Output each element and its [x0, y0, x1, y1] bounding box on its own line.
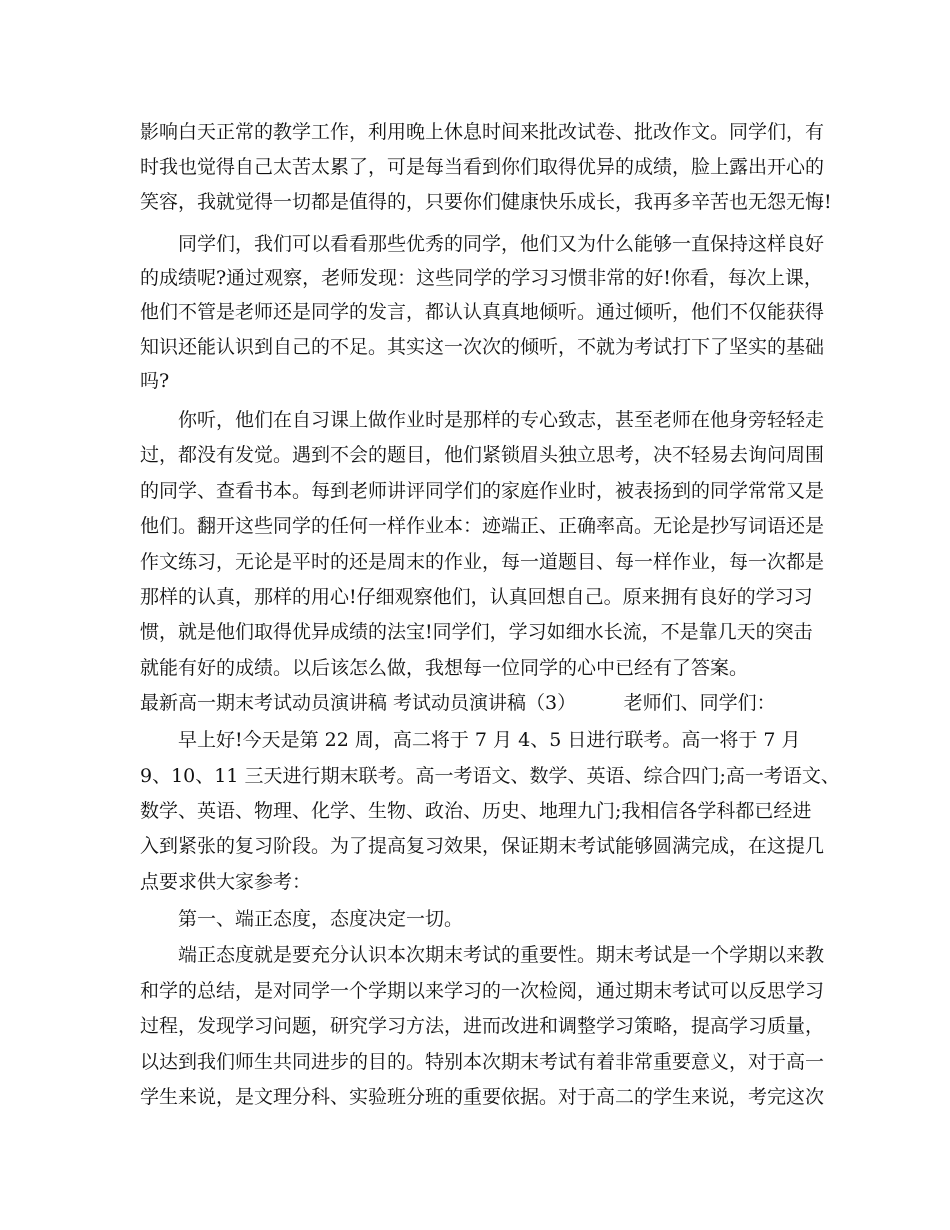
text-line: 以达到我们师生共同进步的目的。特别本次期末考试有着非常重要意义，对于高一: [140, 1051, 825, 1073]
text-line: 9、10、11 三天进行期末联考。高一考语文、数学、英语、综合四门;高一考语文、: [140, 765, 840, 787]
text-line: 影响白天正常的教学工作，利用晚上休息时间来批改试卷、批改作文。同学们，有: [140, 121, 825, 143]
text-line: 你听，他们在自习课上做作业时是那样的专心致志，甚至老师在他身旁轻轻走: [140, 409, 825, 431]
section-heading: 最新高一期末考试动员演讲稿 考试动员演讲稿（3） 老师们、同学们：: [140, 692, 776, 714]
text-line: 早上好!今天是第 22 周，高二将于 7 月 4、5 日进行联考。高一将于 7 月: [140, 729, 801, 751]
text-line: 第一、端正态度，态度决定一切。: [140, 908, 464, 930]
text-line: 过，都没有发觉。遇到不会的题目，他们紧锁眉头独立思考，决不轻易去询问周围: [140, 444, 825, 466]
text-line: 点要求供大家参考：: [140, 871, 312, 893]
text-line: 学生来说，是文理分科、实验班分班的重要依据。对于高二的学生来说，考完这次: [140, 1086, 825, 1108]
text-line: 知识还能认识到自己的不足。其实这一次次的倾听，不就为考试打下了坚实的基础: [140, 336, 825, 358]
text-line: 那样的认真，那样的用心!仔细观察他们，认真回想自己。原来拥有良好的学习习: [140, 586, 813, 608]
text-line: 入到紧张的复习阶段。为了提高复习效果，保证期末考试能够圆满完成，在这提几: [140, 835, 825, 857]
text-line: 作文练习，无论是平时的还是周末的作业，每一道题目、每一样作业，每一次都是: [140, 551, 825, 573]
text-line: 他们不管是老师还是同学的发言，都认认真真地倾听。通过倾听，他们不仅能获得: [140, 301, 825, 323]
text-line: 的成绩呢?通过观察，老师发现：这些同学的学习习惯非常的好!你看，每次上课，: [140, 267, 823, 289]
text-line: 时我也觉得自己太苦太累了，可是每当看到你们取得优异的成绩，脸上露出开心的: [140, 156, 825, 178]
text-line: 数学、英语、物理、化学、生物、政治、历史、地理九门;我相信各学科都已经进: [140, 800, 812, 822]
text-line: 的同学、查看书本。每到老师讲评同学们的家庭作业时，被表扬到的同学常常又是: [140, 480, 825, 502]
text-line: 他们。翻开这些同学的任何一样作业本：迹端正、正确率高。无论是抄写词语还是: [140, 515, 825, 537]
text-line: 笑容，我就觉得一切都是值得的，只要你们健康快乐成长，我再多辛苦也无怨无悔!: [140, 191, 832, 213]
text-line: 吗?: [140, 370, 170, 392]
text-line: 和学的总结，是对同学一个学期以来学习的一次检阅，通过期末考试可以反思学习: [140, 980, 825, 1002]
text-line: 过程，发现学习问题，研究学习方法，进而改进和调整学习策略，提高学习质量，: [140, 1015, 825, 1037]
text-line: 同学们，我们可以看看那些优秀的同学，他们又为什么能够一直保持这样良好: [140, 233, 825, 255]
text-line: 就能有好的成绩。以后该怎么做，我想每一位同学的心中已经有了答案。: [140, 657, 749, 679]
text-line: 端正态度就是要充分认识本次期末考试的重要性。期末考试是一个学期以来教: [140, 944, 825, 966]
text-line: 惯，就是他们取得优异成绩的法宝!同学们，学习如细水长流，不是靠几天的突击: [140, 621, 813, 643]
